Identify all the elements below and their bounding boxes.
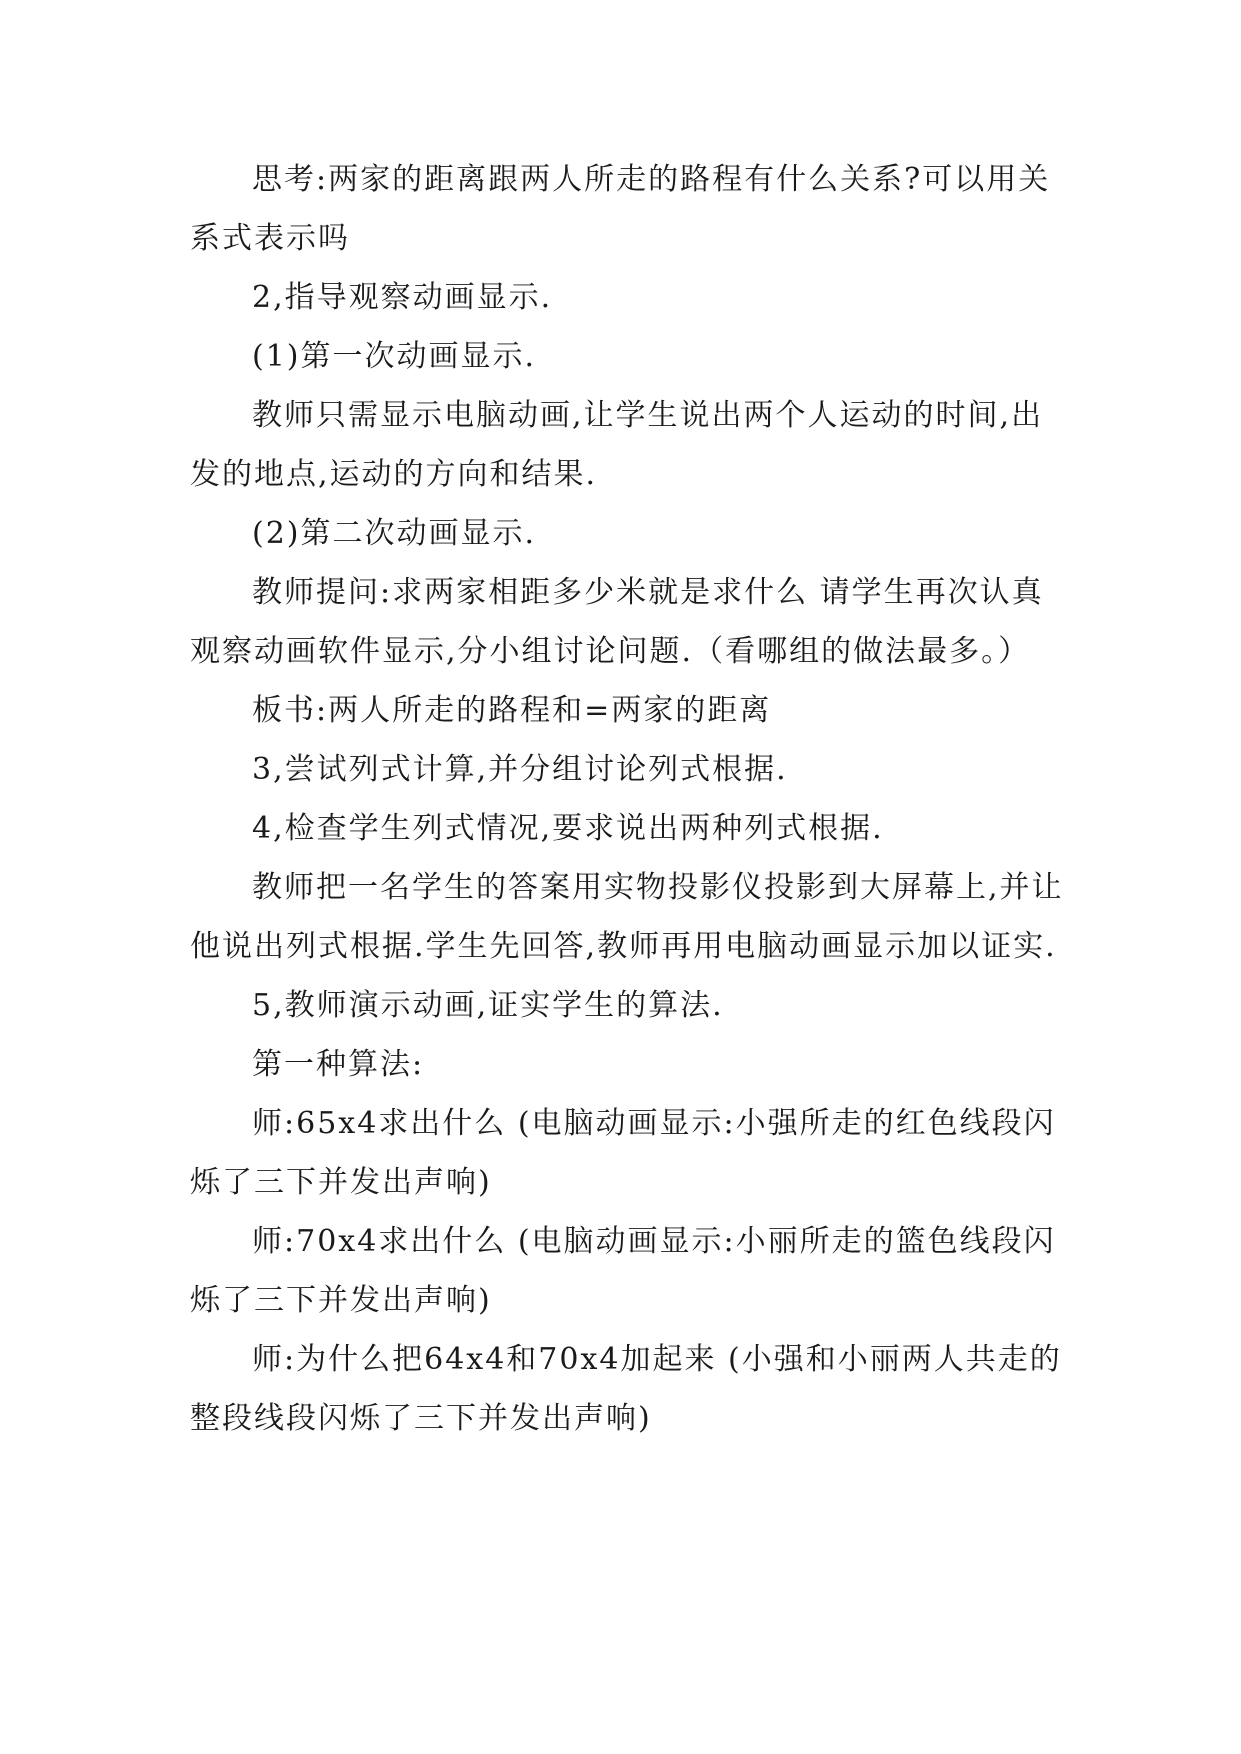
paragraph-projection: 教师把一名学生的答案用实物投影仪投影到大屏幕上,并让他说出列式根据.学生先回答,教师再用电脑动画显示加以证实. [190, 870, 1064, 964]
document-body [190, 150, 1070, 1448]
paragraph-teacher-70x4: 师:70x4求出什么 (电脑动画显示:小丽所走的篮色线段闪烁了三下并发出声响) [190, 1224, 1056, 1318]
paragraph-first-animation: (1)第一次动画显示. [252, 339, 537, 374]
paragraph-think-question: 思考:两家的距离跟两人所走的路程有什么关系?可以用关系式表示吗 [190, 162, 1051, 256]
paragraph-step-4: 4,检查学生列式情况,要求说出两种列式根据. [252, 811, 884, 846]
paragraph-first-method: 第一种算法: [252, 1047, 425, 1082]
paragraph-step-2: 2,指导观察动画显示. [252, 280, 553, 315]
paragraph-teacher-show: 教师只需显示电脑动画,让学生说出两个人运动的时间,出发的地点,运动的方向和结果. [190, 398, 1044, 492]
paragraph-step-5: 5,教师演示动画,证实学生的算法. [252, 988, 724, 1023]
paragraph-teacher-sum: 师:为什么把64x4和70x4加起来 (小强和小丽两人共走的整段线段闪烁了三下并发出声响) [190, 1342, 1062, 1436]
paragraph-blackboard: 板书:两人所走的路程和=两家的距离 [252, 693, 772, 728]
paragraph-step-3: 3,尝试列式计算,并分组讨论列式根据. [252, 752, 788, 787]
paragraph-teacher-65x4: 师:65x4求出什么 (电脑动画显示:小强所走的红色线段闪烁了三下并发出声响) [190, 1106, 1056, 1200]
paragraph-teacher-question: 教师提问:求两家相距多少米就是求什么 请学生再次认真观察动画软件显示,分小组讨论问题.（看哪组的做法最多。） [190, 575, 1044, 669]
paragraph-second-animation: (2)第二次动画显示. [252, 516, 537, 551]
